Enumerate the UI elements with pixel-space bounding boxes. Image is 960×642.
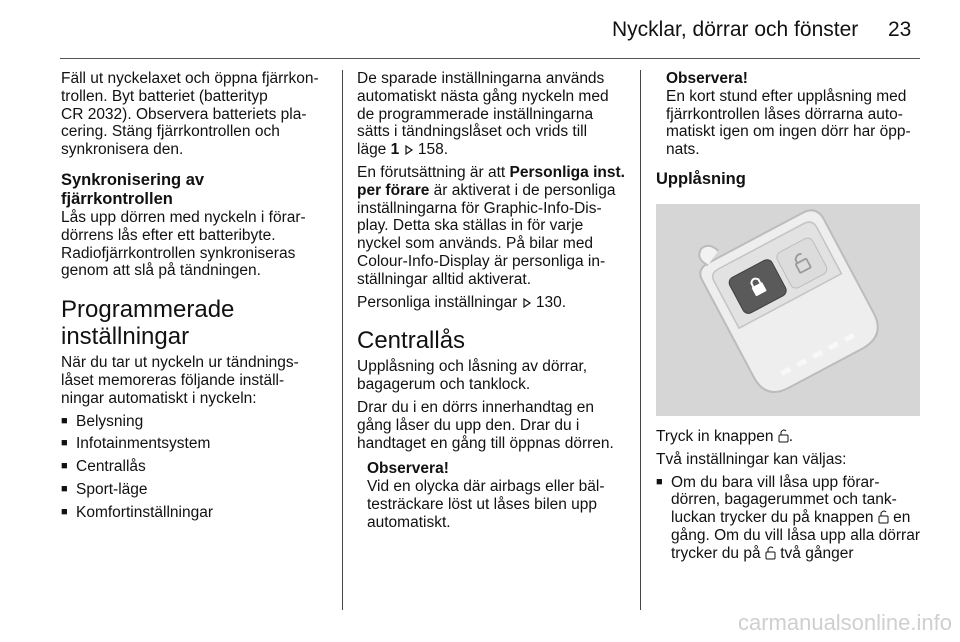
text-line: En kort stund efter upplåsning med	[666, 87, 907, 105]
text-line: Vid en olycka där airbags eller bäl-	[367, 478, 605, 496]
text-line: Radiofjärrkontrollen synkroniseras	[61, 244, 296, 262]
page-number: 23	[888, 18, 912, 41]
text-line: De sparade inställningarna används	[357, 70, 605, 87]
key-fob-illustration	[656, 204, 920, 416]
key-fob-image	[656, 204, 920, 416]
list-item: ■ Centrallås	[61, 458, 329, 476]
text-line: sätts i tändningslåset och vrids till	[357, 123, 588, 141]
text-line: dörren, bagagerummet och tank-	[671, 491, 897, 509]
text-line: dörrens lås efter ett batteribyte.	[61, 226, 276, 244]
sync-heading	[61, 171, 329, 209]
page-reference[interactable]: 130.	[535, 293, 567, 311]
list-item: ■ Sport-läge	[61, 481, 329, 499]
unlock-heading: Upplåsning	[656, 169, 746, 188]
column-3	[656, 70, 922, 199]
text-line: handtaget en gång till öppnas dörren.	[357, 434, 614, 452]
text-line	[671, 545, 922, 563]
heading-line: fjärrkontrollen	[61, 189, 173, 208]
text-line: genom att slå på tändningen.	[61, 262, 261, 280]
unlock-icon	[878, 509, 889, 524]
text-fragment: Tryck in knappen	[656, 428, 774, 445]
text-line: automatiskt nästa gång nyckeln med	[357, 87, 609, 105]
text-line: Fäll ut nyckelaxet och öppna fjärrkon-	[61, 70, 319, 87]
text-line	[671, 509, 922, 527]
page-reference-icon	[404, 145, 414, 155]
column-1	[61, 70, 329, 527]
text-line: nats.	[666, 141, 700, 159]
text-line: låset memoreras följande inställ-	[61, 371, 285, 389]
text-line: gång låser du upp den. Drar du i	[357, 416, 580, 434]
text-line: inställningarna för Graphic-Info-Dis-	[357, 199, 602, 217]
text-line: Upplåsning och låsning av dörrar,	[357, 358, 588, 376]
menu-term: Personliga inst.	[509, 163, 625, 181]
text-fragment: .	[788, 428, 794, 445]
text-line	[656, 428, 922, 446]
text-line	[357, 141, 629, 159]
text-line: ningar automatiskt i nyckeln:	[61, 389, 257, 407]
text-line: ■ Om du bara vill låsa upp förar-	[671, 473, 880, 491]
heading-line: inställningar	[61, 323, 190, 351]
watermark: carmanualsonline.info	[737, 610, 952, 635]
heading-line: Synkronisering av	[61, 170, 205, 189]
text-fragment: trycker du på	[671, 544, 761, 562]
header-title: Nycklar, dörrar och fönster	[612, 18, 859, 41]
settings-list	[61, 413, 329, 522]
text-fragment: luckan trycker du på knappen	[671, 509, 874, 527]
heading-line: Programmerade	[61, 296, 235, 324]
door-handle-paragraph	[357, 399, 629, 452]
text-line: matiskt igen om ingen dörr har öpp-	[666, 123, 911, 141]
text-line: ställningar alltid aktiverat.	[357, 270, 532, 288]
text-line: automatiskt.	[367, 513, 451, 531]
text-line: CR 2032). Observera batteriets pla-	[61, 105, 307, 123]
note-title: Observera!	[666, 70, 748, 87]
text-line: nyckel som används. På bilar med	[357, 235, 594, 253]
text-fragment: en	[888, 509, 911, 527]
central-lock-paragraph	[357, 358, 629, 394]
menu-term: per förare	[357, 181, 430, 199]
battery-paragraph	[61, 70, 329, 159]
text-line: de programmerade inställningarna	[357, 105, 594, 123]
personal-settings-ref	[357, 294, 629, 312]
list-item: ■ Belysning	[61, 413, 329, 431]
column-2	[357, 70, 629, 532]
text-line: synkronisera den.	[61, 141, 184, 159]
central-lock-heading: Centrallås	[357, 327, 466, 355]
text-fragment: Personliga inställningar	[357, 293, 518, 311]
text-fragment: är aktiverat i de personliga	[429, 181, 616, 199]
programmed-settings-heading	[61, 296, 329, 350]
page-reference[interactable]: 158.	[417, 141, 449, 159]
text-line	[357, 164, 629, 182]
text-line: play. Detta ska ställas in för varje	[357, 217, 584, 235]
text-line: bagagerum och tanklock.	[357, 376, 531, 394]
press-button-line	[656, 428, 922, 446]
sync-paragraph	[61, 209, 329, 280]
saved-settings-paragraph	[357, 70, 629, 159]
airbag-note	[367, 460, 629, 531]
text-line: cering. Stäng fjärrkontrollen och	[61, 123, 280, 141]
unlock-icon	[765, 545, 776, 560]
text-line: gång. Om du vill låsa upp alla dörrar	[671, 526, 920, 544]
list-item	[656, 474, 922, 563]
text-line: Drar du i en dörrs innerhandtag en	[357, 398, 594, 416]
text-fragment: två gånger	[775, 544, 854, 562]
unlock-icon	[778, 428, 789, 443]
text-fragment: En förutsättning är att	[357, 163, 510, 181]
text-line: trollen. Byt batteriet (batterityp	[61, 87, 268, 105]
text-fragment: läge	[357, 141, 391, 159]
text-line: När du tar ut nyckeln ur tändnings-	[61, 354, 299, 372]
page-reference-icon	[522, 298, 532, 308]
two-settings-line	[656, 451, 922, 469]
text-line: testräckare löst ut låses bilen upp	[367, 495, 598, 513]
column-3-lower	[656, 428, 922, 568]
prerequisite-paragraph	[357, 164, 629, 289]
text-line	[357, 182, 629, 200]
text-line: fjärrkontrollen låses dörrarna auto-	[666, 105, 903, 123]
column-rule-2	[640, 70, 641, 610]
programmed-paragraph	[61, 354, 329, 407]
position-label: 1	[390, 141, 400, 159]
note-title: Observera!	[367, 460, 449, 478]
relock-note	[666, 70, 922, 159]
unlock-options-list	[656, 474, 922, 563]
text-line: Colour-Info-Display är personliga in-	[357, 252, 606, 270]
text-line	[357, 294, 629, 312]
list-item: ■ Infotainmentsystem	[61, 435, 329, 453]
header-rule	[60, 58, 920, 59]
column-rule-1	[342, 70, 343, 610]
text-line: Två inställningar kan väljas:	[656, 450, 847, 468]
text-line: Lås upp dörren med nyckeln i förar-	[61, 208, 306, 226]
list-item: ■ Komfortinställningar	[61, 504, 329, 522]
